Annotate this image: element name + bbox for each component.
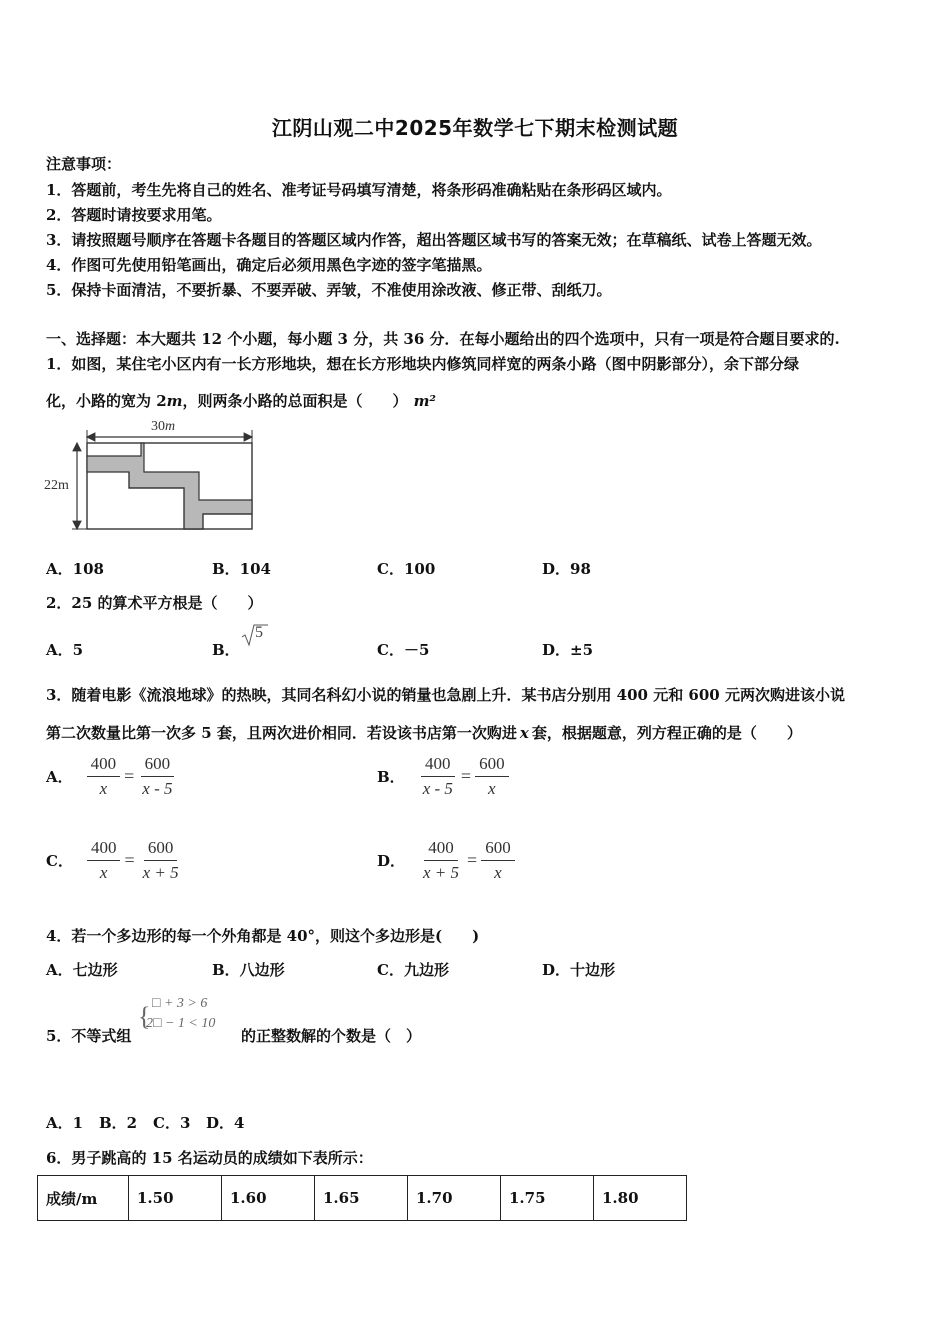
var-x: x (519, 724, 529, 742)
option-b (377, 754, 509, 799)
numerator: 400 (424, 838, 458, 861)
option-label: D． (377, 852, 406, 870)
left-brace-icon: { (138, 1002, 151, 1031)
section-heading: 一、选择题：本大题共 12 个小题，每小题 3 分，共 36 分．在每小题给出的四个选项中，只有一项是符合题目要求的. (46, 330, 840, 348)
denominator: x - 5 (422, 779, 453, 798)
numerator: 600 (144, 838, 178, 861)
equation (87, 838, 183, 883)
table-cell: 1.80 (594, 1176, 687, 1221)
equation (419, 838, 515, 883)
width-label: 30m (151, 419, 176, 434)
option-b (212, 639, 240, 660)
question-1-text-post: ，则两条小路的总面积是（ ） (182, 392, 408, 410)
notice-item: 1．答题前，考生先将自己的姓名、准考证号码填写清楚，将条形码准确粘贴在条形码区域内。 (46, 181, 672, 199)
answer-unit: m² (413, 392, 437, 410)
option-d (377, 838, 515, 883)
option-label: B． (377, 768, 405, 786)
equals-sign: = (460, 766, 472, 786)
option-a: A．5 (46, 641, 84, 659)
notice-item: 2．答题时请按要求用笔。 (46, 206, 222, 224)
denominator: x + 5 (142, 863, 179, 882)
rectangle-plot-diagram (44, 416, 259, 536)
option-b: B．104 (212, 560, 271, 578)
equation (87, 754, 177, 799)
question-5-post: 的正整数解的个数是（ ） (241, 1027, 422, 1045)
numerator: 400 (87, 754, 121, 777)
option-c: C．3 (153, 1114, 191, 1132)
question-3-text-post: 套，根据题意，列方程正确的是（ ） (531, 724, 802, 742)
option-d: D．4 (206, 1114, 245, 1132)
sqrt-five (240, 622, 270, 652)
table-cell: 1.60 (222, 1176, 315, 1221)
option-c: C．九边形 (377, 961, 449, 979)
option-d: D．十边形 (542, 961, 616, 979)
denominator: x (494, 863, 502, 882)
numerator: 600 (141, 754, 175, 777)
height-label: 22m (44, 478, 69, 493)
question-3-line1: 3．随着电影《流浪地球》的热映，其同名科幻小说的销量也急剧上升．某书店分别用 400 元和 600 元两次购进该小说 (46, 686, 845, 704)
notice-item: 5．保持卡面清洁，不要折暴、不要弄破、弄皱，不准使用涂改液、修正带、刮纸刀。 (46, 281, 612, 299)
question-2: 2．25 的算术平方根是（ ） (46, 594, 263, 612)
denominator: x (99, 779, 108, 798)
q1-figure (44, 416, 259, 536)
numerator: 600 (481, 838, 515, 861)
question-3-line2 (46, 722, 802, 743)
score-table (37, 1175, 687, 1221)
option-c: C．100 (377, 560, 436, 578)
equals-sign: = (124, 766, 135, 786)
table-row (38, 1176, 687, 1221)
question-1-line2 (46, 390, 436, 411)
table-cell: 1.70 (408, 1176, 501, 1221)
option-a: A．七边形 (46, 961, 118, 979)
notice-heading: 注意事项： (46, 155, 122, 173)
table-cell: 成绩/m (38, 1176, 129, 1221)
option-d: D．98 (542, 560, 591, 578)
question-4: 4．若一个多边形的每一个外角都是 40°，则这个多边形是( ) (46, 927, 480, 945)
option-a: A．108 (46, 560, 104, 578)
inequality-1: □ + 3 > 6 (152, 996, 208, 1011)
numerator: 600 (475, 754, 509, 777)
equation (419, 754, 509, 799)
denominator: x - 5 (142, 779, 173, 798)
denominator: x (488, 779, 496, 798)
question-5-pre: 5．不等式组 (46, 1027, 132, 1045)
option-c (46, 838, 183, 883)
notice-item: 3．请按照题号顺序在答题卡各题目的答题区域内作答，超出答题区域书写的答案无效；在草稿纸、试卷上答题无效。 (46, 231, 822, 249)
option-label: C． (46, 852, 73, 870)
table-cell: 1.50 (129, 1176, 222, 1221)
denominator: x + 5 (423, 863, 460, 882)
denominator: x (99, 863, 108, 882)
option-d: D．±5 (542, 641, 594, 659)
option-label: A． (46, 768, 73, 786)
option-b: B．2 (99, 1114, 138, 1132)
numerator: 400 (87, 838, 121, 861)
question-1-text: 化，小路的宽为 2 (46, 392, 167, 410)
page-title: 江阴山观二中2025年数学七下期末检测试题 (271, 116, 679, 140)
notice-item: 4．作图可先使用铅笔画出，确定后必须用黑色字迹的签字笔描黑。 (46, 256, 492, 274)
equals-sign: = (124, 850, 135, 870)
option-b-label: B． (212, 641, 240, 659)
numerator: 400 (421, 754, 455, 777)
equals-sign: = (467, 850, 478, 870)
table-cell: 1.75 (501, 1176, 594, 1221)
unit-m: m (166, 392, 183, 410)
question-3-text: 第二次数量比第一次多 5 套，且两次进价相同．若设该书店第一次购进 (46, 724, 517, 742)
question-6: 6．男子跳高的 15 名运动员的成绩如下表所示： (46, 1149, 373, 1167)
inequality-2: 2□ − 1 < 10 (146, 1016, 216, 1031)
sqrt-radicand: 5 (255, 624, 263, 641)
option-c: C．－5 (377, 641, 430, 659)
option-a (46, 754, 177, 799)
table-cell: 1.65 (315, 1176, 408, 1221)
option-b: B．八边形 (212, 961, 285, 979)
width-label-unit: m (165, 419, 176, 434)
question-1-line1: 1．如图，某住宅小区内有一长方形地块，想在长方形地块内修筑同样宽的两条小路（图中阴影部分），余下部分绿 (46, 355, 799, 373)
option-a: A．1 (46, 1114, 84, 1132)
